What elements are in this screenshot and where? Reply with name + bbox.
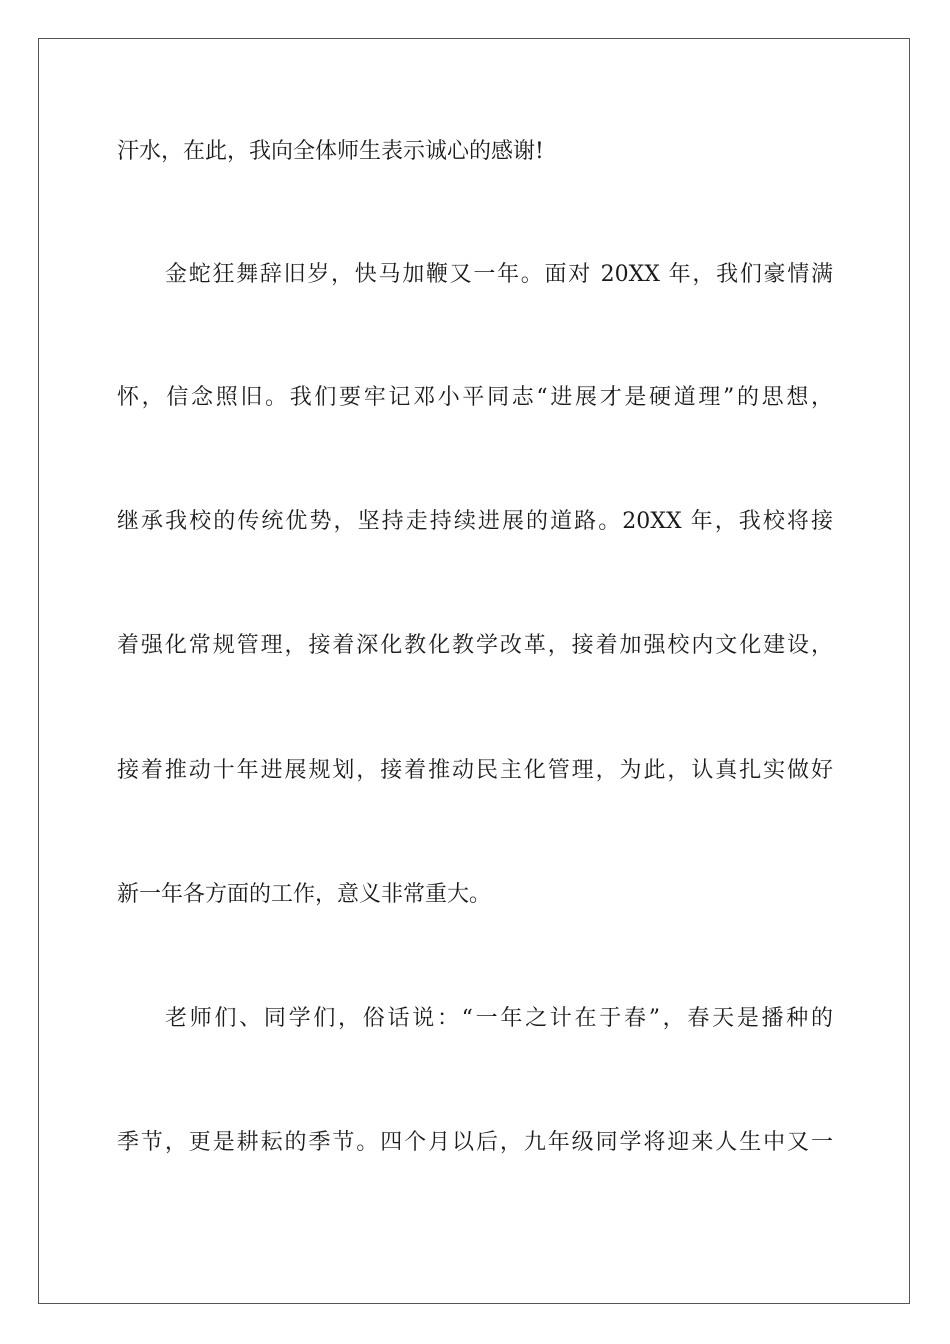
text-line-5: 着强化常规管理，接着深化教化教学改革，接着加强校内文化建设， [117, 633, 833, 658]
page-border [38, 38, 910, 1304]
text-line-6: 接着推动十年进展规划，接着推动民主化管理，为此，认真扎实做好 [117, 758, 833, 783]
text-line-4: 继承我校的传统优势，坚持走持续进展的道路。20XX 年，我校将接 [117, 509, 833, 534]
text-line-2: 金蛇狂舞辞旧岁，快马加鞭又一年。面对 20XX 年，我们豪情满 [165, 262, 833, 287]
text-line-3: 怀，信念照旧。我们要牢记邓小平同志“进展才是硬道理”的思想， [117, 385, 833, 410]
text-line-7: 新一年各方面的工作，意义非常重大。 [117, 882, 492, 907]
text-line-1: 汗水，在此，我向全体师生表示诚心的感谢! [117, 139, 544, 164]
text-line-8: 老师们、同学们，俗话说：“一年之计在于春”，春天是播种的 [165, 1006, 833, 1031]
text-line-9: 季节，更是耕耘的季节。四个月以后，九年级同学将迎来人生中又一 [117, 1130, 833, 1155]
